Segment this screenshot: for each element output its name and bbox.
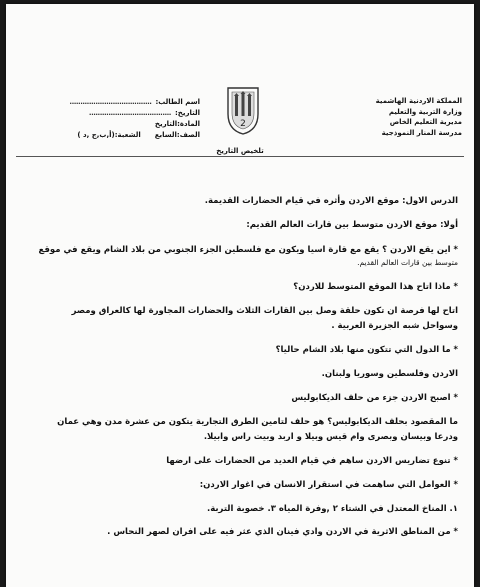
class-label: الصف:السابع: [154, 131, 200, 139]
lesson-title: الدرس الاول: موقع الاردن وأثره في قيام الحضارات القديمة.: [204, 196, 458, 206]
section-label: الشعبة:(أ,ب,ج ,د ): [77, 131, 141, 139]
student-info: [20, 97, 200, 141]
school-name: مدرسة المنار النموذجية: [381, 128, 462, 137]
date-field: ......................................: [88, 109, 171, 117]
content-line: ودرعا وبيسان وبصرى وام قيس وبيلا و اربد وبيت راس وابيلا.: [203, 432, 458, 442]
content-line: اتاح لها فرصة ان تكون حلقة وصل بين القارات الثلاث والحضارات المجاورة لها كالعراق ومصر: [71, 306, 458, 316]
logo-number: 2: [240, 119, 246, 129]
content-line: ١. المناخ المعتدل في الشتاء ٢ ,وفرة المياه ٣. خصوبة التربة.: [206, 504, 458, 514]
content-line: * العوامل التي ساهمت في استقرار الانسان في اغوار الاردن:: [199, 480, 458, 490]
content-line: الاردن وفلسطين وسوريا ولبنان.: [321, 369, 458, 379]
worksheet-page: [6, 4, 474, 587]
content-line: وسواحل شبه الجزيرة العربية .: [331, 321, 458, 331]
header-divider: [16, 156, 464, 157]
school-logo-icon: [222, 84, 264, 136]
content-line: * اين يقع الاردن ؟ يقع مع قارة اسيا ويكون مع فلسطين الجزء الجنوبي من بلاد الشام ويقع في موقع: [38, 245, 458, 255]
student-name-label: اسم الطالب:: [155, 98, 200, 106]
content-line: * اصبح الاردن جزء من حلف الديكابوليس: [291, 393, 458, 403]
content-line: * ماذا اتاح هذا الموقع المتوسط للاردن؟: [293, 282, 458, 292]
ministry-header: [312, 96, 462, 138]
kingdom-name: المملكة الاردنية الهاشمية: [375, 97, 462, 105]
date-label: التاريخ:: [174, 109, 200, 117]
directorate-name: مديرية التعليم الخاص: [389, 118, 462, 126]
summary-title: تلخيص التاريخ: [216, 147, 264, 155]
content-line: * من المناطق الاثرية في الاردن وادي فينان الذي عثر فيه على افران لصهر النحاس .: [107, 527, 458, 537]
content-line: متوسط بين قارات العالم القديم.: [357, 258, 458, 267]
content-line: * تنوع تضاريس الاردن ساهم في قيام العديد من الحضارات على ارضها: [166, 456, 458, 466]
content-line: ما المقصود بحلف الديكابوليس؟ هو حلف لتامين الطرق التجارية يتكون من عشرة مدن وهي عمان: [57, 417, 458, 427]
subject-label: المادة:التاريخ: [154, 120, 200, 128]
content-line: * ما الدول التي تتكون منها بلاد الشام حاليا؟: [275, 345, 458, 355]
ministry-name: وزارة التربية والتعليم: [388, 107, 462, 116]
student-name-field: ......................................: [69, 98, 152, 106]
section-heading: أولا: موقع الاردن متوسط بين قارات العالم القديم:: [246, 220, 458, 230]
